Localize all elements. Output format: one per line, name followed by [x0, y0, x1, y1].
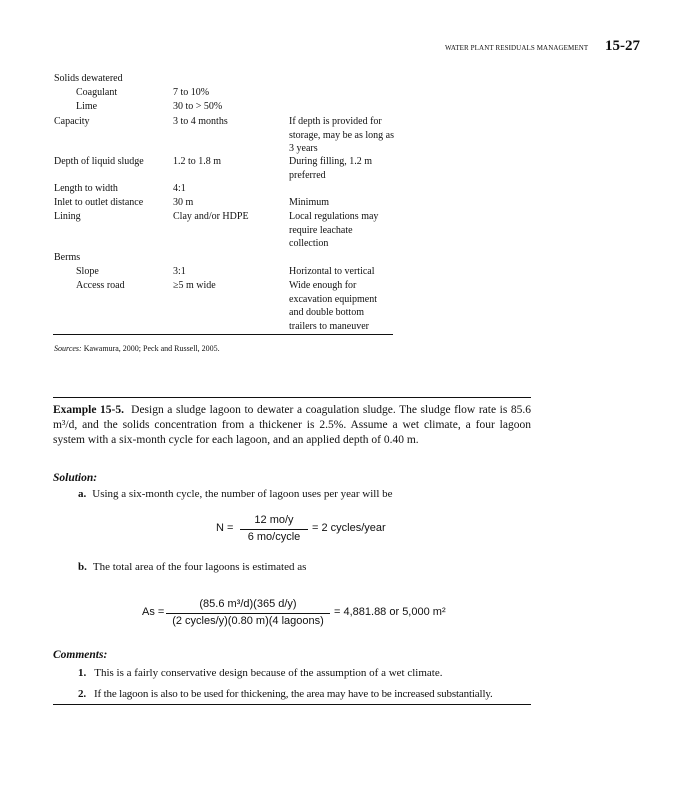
- solution-heading: Solution:: [53, 472, 98, 484]
- eq1-rhs: = 2 cycles/year: [312, 522, 386, 534]
- row-length-width-value: 4:1: [173, 183, 186, 194]
- row-coagulant-value: 7 to 10%: [173, 87, 210, 98]
- row-lining-label: Lining: [54, 211, 81, 222]
- eq1-numerator: 12 mo/y: [254, 514, 294, 526]
- comments-heading: Comments:: [53, 649, 108, 661]
- eq1-lhs: N =: [216, 522, 234, 534]
- row-coagulant-label: Coagulant: [76, 87, 118, 98]
- row-slope-note: Horizontal to vertical: [289, 266, 375, 277]
- eq1-fraction-bar: [240, 529, 308, 530]
- row-capacity-label: Capacity: [54, 116, 90, 127]
- row-inlet-outlet-label: Inlet to outlet distance: [54, 197, 144, 208]
- row-access-note: Wide enough for excavation equipment and double bottom trailers to maneuver: [289, 280, 378, 332]
- row-length-width-label: Length to width: [54, 183, 118, 194]
- row-depth-note: During filling, 1.2 m preferred: [289, 156, 373, 181]
- table-bottom-rule: [53, 334, 393, 335]
- row-lining-value: Clay and/or HDPE: [173, 211, 249, 222]
- row-lining-note: Local regulations may require leachate collection: [289, 211, 379, 249]
- comment-item-2: 2. If the lagoon is also to be used for thickening, the area may have to be increased substantially.: [78, 688, 493, 700]
- example-statement: Example 15-5. Design a sludge lagoon to dewater a coagulation sludge. The sludge flow rate is 85.6 m³/d, and the solids concentration from a thickener is 2.5%. Assume a wet climate, a four lagoon system with a six-month cycle for each lagoon, and an applied depth of 0.40 m.: [53, 404, 531, 446]
- eq2-lhs: As =: [142, 606, 165, 618]
- step-b: b. The total area of the four lagoons is estimated as: [78, 561, 307, 573]
- table-sources: Sources: Kawamura, 2000; Peck and Russell, 2005.: [54, 344, 220, 353]
- row-slope-label: Slope: [76, 266, 99, 277]
- row-access-label: Access road: [76, 280, 125, 291]
- step-a: a. Using a six-month cycle, the number of lagoon uses per year will be: [78, 488, 393, 500]
- row-depth-value: 1.2 to 1.8 m: [173, 156, 222, 167]
- example-top-rule: [53, 397, 531, 398]
- row-lime-value: 30 to > 50%: [173, 101, 223, 112]
- row-slope-value: 3:1: [173, 266, 186, 277]
- example-bottom-rule: [53, 704, 531, 705]
- eq2-denominator: (2 cycles/y)(0.80 m)(4 lagoons): [172, 615, 324, 627]
- row-capacity-value: 3 to 4 months: [173, 116, 228, 127]
- row-depth-label: Depth of liquid sludge: [54, 156, 144, 167]
- row-solids-dewatered: Solids dewatered: [54, 73, 123, 84]
- page-number: 15-27: [605, 38, 640, 54]
- eq2-numerator: (85.6 m³/d)(365 d/y): [199, 598, 297, 610]
- eq2-rhs: = 4,881.88 or 5,000 m²: [334, 606, 446, 618]
- running-title: WATER PLANT RESIDUALS MANAGEMENT: [445, 44, 589, 52]
- row-lime-label: Lime: [76, 101, 98, 112]
- row-access-value: ≥5 m wide: [173, 280, 216, 291]
- row-inlet-outlet-value: 30 m: [173, 197, 194, 208]
- eq2-fraction-bar: [166, 613, 330, 614]
- row-berms: Berms: [54, 252, 81, 263]
- row-inlet-outlet-note: Minimum: [289, 197, 330, 208]
- eq1-denominator: 6 mo/cycle: [247, 531, 301, 543]
- comment-item-1: 1. This is a fairly conservative design because of the assumption of a wet climate.: [78, 667, 443, 679]
- row-capacity-note: If depth is provided for storage, may be as long as 3 years: [289, 116, 394, 154]
